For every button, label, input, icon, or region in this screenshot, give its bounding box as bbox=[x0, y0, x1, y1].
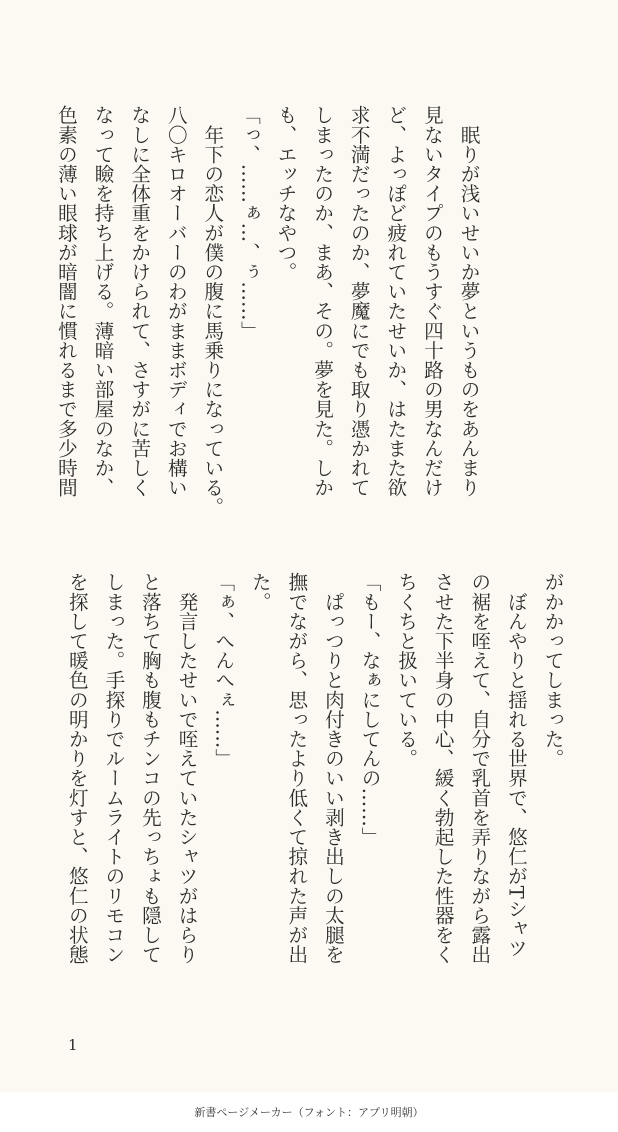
text-line: 「もー、なぁにしてんの……」 bbox=[358, 572, 382, 847]
text-line: しまったのか、まあ、その。夢を見た。しか bbox=[310, 105, 334, 497]
page-number: 1 bbox=[68, 1036, 78, 1054]
text-line: 色素の薄い眼球が暗闇に慣れるまで多少時間 bbox=[54, 105, 78, 497]
text-line: 八〇キロオーバーのわがままボディでお構い bbox=[164, 105, 188, 497]
text-line: 年下の恋人が僕の腹に馬乗りになっている。 bbox=[200, 105, 224, 517]
text-line: なって瞼を持ち上げる。薄暗い部屋のなか、 bbox=[91, 105, 115, 497]
text-line: 発言したせいで咥えていたシャツがはらり bbox=[175, 572, 199, 964]
text-line: 求不満だったのか、夢魔にでも取り憑かれて bbox=[347, 105, 371, 497]
footer-credit: 新書ページメーカー（フォント：アプリ明朝） bbox=[194, 1106, 424, 1119]
text-line: ちくちと扱いている。 bbox=[394, 572, 418, 768]
text-line: も、エッチなやつ。 bbox=[274, 105, 298, 282]
text-line: 「っ、……ぁ…、ぅ……」 bbox=[237, 105, 261, 341]
text-line: させた下半身の中心、緩く勃起した性器をく bbox=[431, 572, 455, 964]
text-line: 撫でながら、思ったより低くて掠れた声が出 bbox=[284, 572, 308, 964]
text-line: 見ないタイプのもうすぐ四十路の男なんだけ bbox=[420, 105, 444, 497]
footer bbox=[0, 1092, 618, 1132]
text-line: がかかってしまった。 bbox=[541, 572, 564, 768]
text-line: 眠りが浅いせいか夢というものをあんまり bbox=[457, 105, 480, 497]
text-line: た。 bbox=[248, 572, 272, 612]
text-line: 「ぁ、へんへぇ……」 bbox=[211, 572, 235, 768]
text-line: しまった。手探りでルームライトのリモコン bbox=[101, 572, 125, 964]
text-line: ど、よっぽど疲れていたせいか、はたまた欲 bbox=[383, 105, 407, 497]
text-line: ぱっつりと肉付きのいい剥き出しの太腿を bbox=[321, 572, 345, 964]
text-column-top bbox=[54, 105, 486, 525]
text-line: を探して暖色の明かりを灯すと、悠仁の状態 bbox=[65, 572, 89, 964]
text-line: と落ちて胸も腹もチンコの先っちょも隠して bbox=[138, 572, 162, 964]
text-line: の裾を咥えて、自分で乳首を弄りながら露出 bbox=[467, 572, 491, 964]
text-line: なしに全体重をかけられて、さすがに苦しく bbox=[127, 105, 151, 497]
text-line: ぼんやりと揺れる世界で、悠仁がTシャツ bbox=[504, 572, 528, 958]
text-column-bottom bbox=[66, 572, 570, 992]
